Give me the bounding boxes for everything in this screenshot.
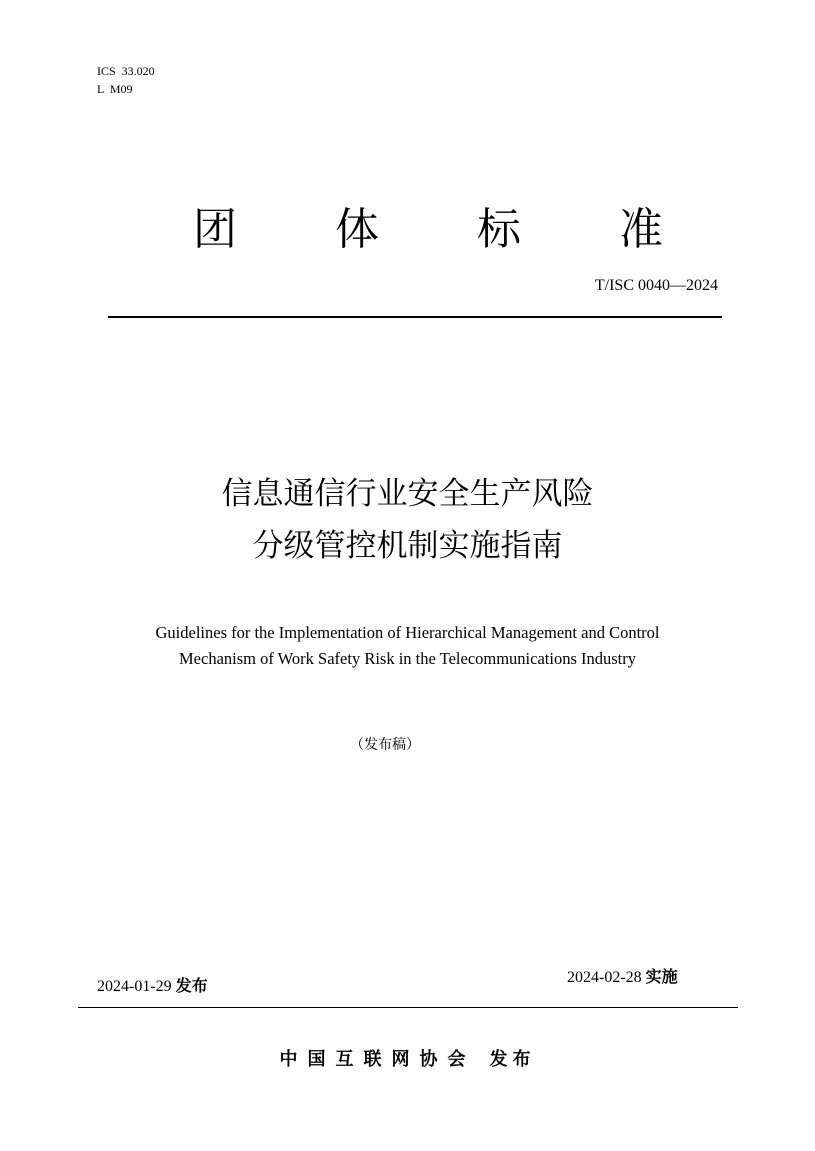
- publish-date-value: 2024-01-29: [97, 978, 172, 995]
- publisher-name: 中国互联网协会: [279, 1049, 476, 1070]
- publisher-action: 发布: [489, 1049, 536, 1070]
- footer-divider: [78, 1007, 738, 1008]
- standard-type-heading: [193, 200, 663, 260]
- standard-type-char: 团: [193, 204, 237, 255]
- draft-status-label: （发布稿）: [350, 737, 420, 753]
- publisher-line: [0, 1048, 815, 1072]
- ics-code: ICS 33.020: [97, 64, 155, 78]
- chinese-title-line: 信息通信行业安全生产风险: [221, 476, 594, 512]
- english-title-line: Guidelines for the Implementation of Hierarchical Management and Control: [155, 623, 660, 642]
- classification-code: L M09: [97, 82, 133, 96]
- publish-date-suffix: 发布: [175, 976, 208, 995]
- chinese-title: [0, 468, 815, 572]
- header-divider: [108, 316, 722, 318]
- english-title-line: Mechanism of Work Safety Risk in the Telecommunications Industry: [179, 649, 636, 668]
- implement-date: [567, 966, 678, 989]
- chinese-title-line: 分级管控机制实施指南: [252, 528, 563, 564]
- publish-date: [97, 975, 208, 998]
- standard-type-char: 体: [335, 204, 379, 255]
- standard-number: T/ISC 0040—2024: [594, 277, 718, 294]
- standard-type-char: 准: [619, 204, 663, 255]
- english-title: [0, 620, 815, 672]
- implement-date-suffix: 实施: [645, 967, 678, 986]
- implement-date-value: 2024-02-28: [567, 969, 642, 986]
- standard-type-char: 标: [477, 204, 521, 255]
